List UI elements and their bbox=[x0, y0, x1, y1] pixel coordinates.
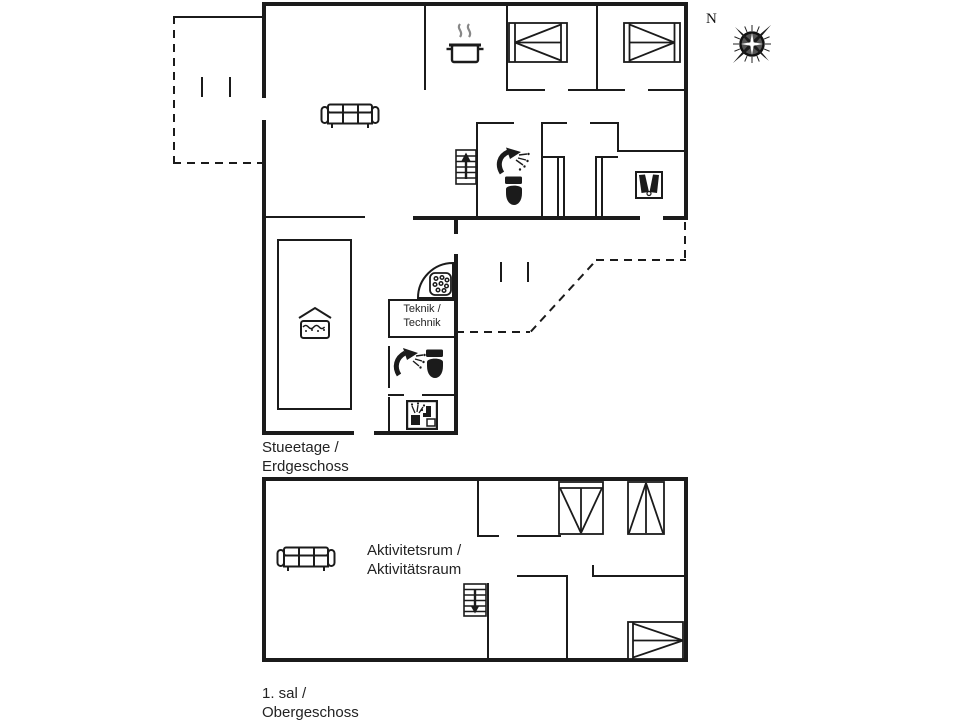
wall bbox=[262, 2, 266, 98]
wall bbox=[262, 658, 688, 662]
washing-machine-icon bbox=[406, 400, 438, 430]
floor-caption-upper: 1. sal / Obergeschoss bbox=[262, 685, 359, 720]
swimming-pool-icon bbox=[296, 306, 334, 340]
wall bbox=[388, 299, 456, 301]
shower-icon bbox=[494, 146, 530, 176]
wall bbox=[487, 583, 489, 660]
cubicle-partition bbox=[601, 156, 603, 216]
pool-edge bbox=[277, 239, 352, 241]
wall bbox=[568, 89, 625, 91]
wall bbox=[663, 216, 688, 220]
wall bbox=[262, 216, 365, 218]
wall bbox=[684, 2, 688, 220]
pool-edge bbox=[277, 408, 352, 410]
room-label-activity: Aktivitetsrum / Aktivitätsraum bbox=[367, 542, 462, 578]
terrace-outline bbox=[173, 162, 262, 164]
door-mark bbox=[201, 77, 203, 97]
terrace-outline bbox=[173, 16, 262, 18]
wall bbox=[590, 122, 618, 124]
door-mark bbox=[229, 77, 231, 97]
washbasin-icon bbox=[635, 171, 663, 199]
terrace-outline bbox=[530, 259, 598, 333]
wall bbox=[388, 336, 456, 338]
door-mark bbox=[500, 262, 502, 282]
wall bbox=[684, 477, 688, 662]
toilet-icon bbox=[421, 349, 449, 379]
wall bbox=[595, 156, 618, 158]
sofa-icon bbox=[320, 103, 380, 130]
wall bbox=[506, 89, 545, 91]
cubicle-partition bbox=[557, 156, 559, 216]
stairs-up-icon bbox=[455, 149, 477, 185]
stairs-down-icon bbox=[463, 583, 487, 617]
double-bed-icon bbox=[508, 22, 568, 63]
wall bbox=[517, 575, 567, 577]
terrace-outline bbox=[684, 222, 686, 260]
wall bbox=[388, 346, 390, 388]
wall bbox=[617, 122, 619, 152]
wall bbox=[388, 394, 404, 396]
wall bbox=[477, 535, 499, 537]
wall bbox=[648, 89, 686, 91]
north-label: N bbox=[706, 11, 717, 27]
floor-caption-ground: Stueetage / Erdgeschoss bbox=[262, 439, 349, 475]
wall bbox=[388, 397, 390, 435]
terrace-outline bbox=[596, 259, 686, 261]
pool-edge bbox=[277, 239, 279, 410]
single-bed-icon bbox=[627, 481, 665, 535]
cubicle-partition bbox=[563, 156, 565, 216]
wall bbox=[541, 122, 567, 124]
wall bbox=[541, 122, 543, 216]
wall bbox=[541, 156, 565, 158]
wall bbox=[422, 394, 456, 396]
cooking-pot-icon bbox=[445, 22, 485, 68]
cubicle-partition bbox=[595, 156, 597, 216]
double-bed-icon bbox=[623, 22, 681, 63]
wall bbox=[262, 477, 266, 662]
double-bed-icon bbox=[627, 621, 684, 660]
whirlpool-icon bbox=[417, 262, 455, 299]
wall bbox=[262, 120, 266, 435]
single-bed-icon bbox=[558, 481, 604, 535]
wall bbox=[262, 2, 688, 6]
toilet-icon bbox=[500, 176, 528, 206]
wall bbox=[262, 477, 688, 481]
wall bbox=[374, 431, 458, 435]
wall bbox=[566, 575, 568, 660]
terrace-outline bbox=[173, 16, 175, 164]
room-label-technik: Teknik / Technik bbox=[403, 303, 441, 329]
wall bbox=[477, 481, 479, 535]
wall bbox=[592, 575, 686, 577]
door-mark bbox=[527, 262, 529, 282]
wall bbox=[596, 2, 598, 91]
pool-edge bbox=[350, 239, 352, 410]
terrace-outline bbox=[456, 331, 530, 333]
wall bbox=[262, 431, 354, 435]
sofa-icon bbox=[276, 546, 336, 573]
wall bbox=[617, 150, 686, 152]
wall bbox=[413, 216, 640, 220]
wall bbox=[517, 535, 561, 537]
wall-kitchen-divider bbox=[424, 2, 426, 90]
wall bbox=[476, 122, 514, 124]
compass-rose-icon bbox=[724, 16, 780, 72]
